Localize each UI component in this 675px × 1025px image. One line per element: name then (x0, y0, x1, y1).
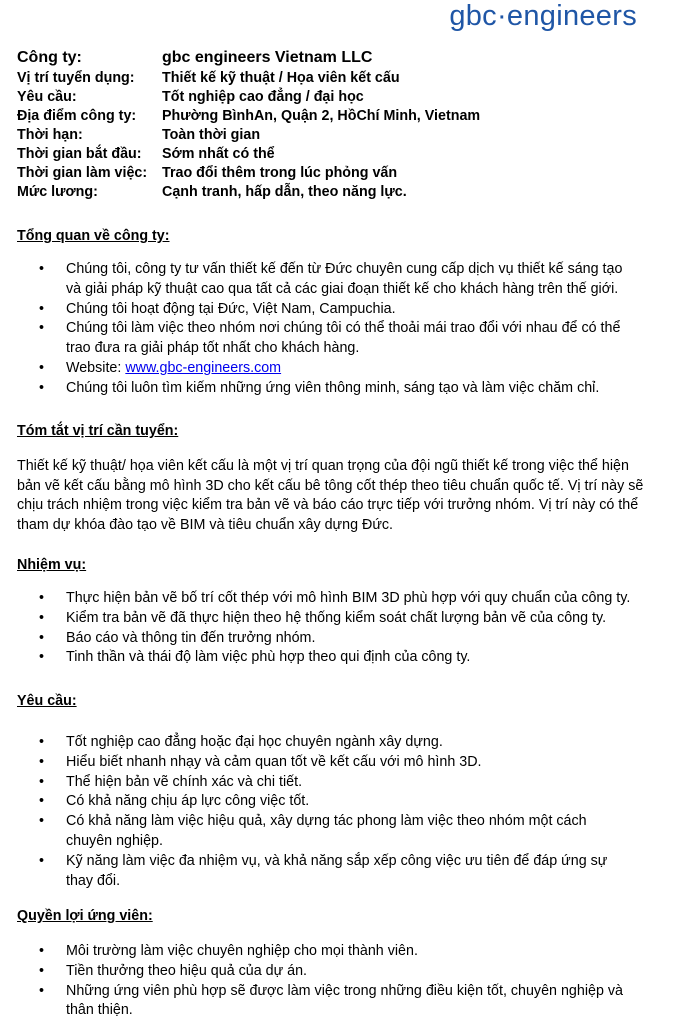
info-label: Vị trí tuyển dụng: (17, 70, 135, 86)
list-item: • Tiền thưởng theo hiệu quả của dự án. (0, 962, 655, 982)
list-item: • Chúng tôi, công ty tư vấn thiết kế đến từ Đức chuyên cung cấp dịch vụ thiết kế sáng tạo và giải pháp kỹ thuật cao qua tất cả các giai đoạn thiết kế cho khách hàng trên thế giới. (0, 260, 655, 300)
website-label: Website: (66, 359, 126, 376)
info-row-position (17, 69, 657, 88)
info-row-requirement (17, 88, 657, 107)
list-item: • Tinh thần và thái độ làm việc phù hợp theo qui định của công ty. (0, 648, 655, 668)
job-info-table (17, 47, 657, 202)
list-item: • Tốt nghiệp cao đẳng hoặc đại học chuyên ngành xây dựng. (0, 733, 655, 753)
list-item-website (0, 359, 655, 379)
info-label: Công ty: (17, 49, 82, 66)
list-item: • Kiểm tra bản vẽ đã thực hiện theo hệ thống kiểm soát chất lượng bản vẽ của công ty. (0, 609, 655, 629)
duties-list (0, 589, 655, 668)
list-item: • Chúng tôi làm việc theo nhóm nơi chúng tôi có thể thoải mái trao đổi với nhau để có thể trao đưa ra giải pháp tốt nhất cho khách hàng. (0, 319, 655, 359)
info-row-salary (17, 183, 657, 202)
list-item: • Thể hiện bản vẽ chính xác và chi tiết. (0, 773, 655, 793)
list-item: • Có khả năng chịu áp lực công việc tốt. (0, 792, 655, 812)
info-value: Toàn thời gian (162, 127, 261, 143)
benefits-list (0, 942, 655, 1021)
section-heading-benefits: Quyền lợi ứng viên: (17, 908, 153, 924)
info-label: Mức lương: (17, 184, 98, 200)
info-value: Tốt nghiệp cao đẳng / đại học (162, 89, 364, 105)
info-value: gbc engineers Vietnam LLC (162, 49, 373, 66)
info-value: Phường BìnhAn, Quận 2, HồChí Minh, Vietnam (162, 108, 481, 124)
list-item: • Có khả năng làm việc hiệu quả, xây dựng tác phong làm việc theo nhóm một cách chuyên nghiệp. (0, 812, 655, 852)
website-link[interactable]: www.gbc-engineers.com (125, 359, 282, 376)
info-label: Thời gian bắt đầu: (17, 146, 142, 162)
section-heading-overview: Tổng quan về công ty: (17, 228, 170, 244)
company-logo: gbc·engineers (449, 0, 637, 32)
info-label: Địa điểm công ty: (17, 108, 137, 124)
list-item: • Hiểu biết nhanh nhạy và cảm quan tốt về kết cấu với mô hình 3D. (0, 753, 655, 773)
overview-list (0, 260, 655, 399)
list-item: • Báo cáo và thông tin đến trưởng nhóm. (0, 629, 655, 649)
info-row-start (17, 145, 657, 164)
list-item: • Những ứng viên phù hợp sẽ được làm việc trong những điều kiện tốt, chuyên nghiệp và thân thiện. (0, 982, 655, 1022)
requirements-list (0, 733, 655, 891)
section-heading-requirements: Yêu cầu: (17, 693, 77, 709)
summary-paragraph: Thiết kế kỹ thuật/ họa viên kết cấu là một vị trí quan trọng của đội ngũ thiết kế trong việc thể hiện bản vẽ kết cấu bằng mô hình 3D cho kết cấu bê tông cốt thép theo tiêu chuẩn quốc tế. Vị trí này sẽ chịu trách nhiệm trong việc kiểm tra bản vẽ và báo cáo trực tiếp với trưởng nhóm. Vị trí này có thể tham dự khóa đào tạo về BIM và tiêu chuẩn xây dựng Đức. (17, 458, 644, 533)
info-row-hours (17, 164, 657, 183)
info-row-term (17, 126, 657, 145)
info-label: Yêu cầu: (17, 89, 77, 105)
info-value: Sớm nhất có thể (162, 146, 275, 162)
list-item: • Kỹ năng làm việc đa nhiệm vụ, và khả năng sắp xếp công việc ưu tiên để đáp ứng sự thay đổi. (0, 852, 655, 892)
list-item: • Thực hiện bản vẽ bố trí cốt thép với mô hình BIM 3D phù hợp với quy chuẩn của công ty. (0, 589, 655, 609)
info-label: Thời hạn: (17, 127, 83, 143)
info-row-company (17, 47, 657, 69)
info-value: Cạnh tranh, hấp dẫn, theo năng lực. (162, 184, 407, 200)
list-item: • Chúng tôi luôn tìm kiếm những ứng viên thông minh, sáng tạo và làm việc chăm chỉ. (0, 379, 655, 399)
info-row-location (17, 107, 657, 126)
info-value: Thiết kế kỹ thuật / Họa viên kết cấu (162, 70, 400, 86)
info-label: Thời gian làm việc: (17, 165, 148, 181)
section-heading-summary: Tóm tắt vị trí cần tuyển: (17, 423, 179, 439)
section-heading-duties: Nhiệm vụ: (17, 557, 87, 573)
info-value: Trao đổi thêm trong lúc phỏng vấn (162, 165, 398, 181)
list-item: • Chúng tôi hoạt động tại Đức, Việt Nam, Campuchia. (0, 300, 655, 320)
list-item: • Môi trường làm việc chuyên nghiệp cho mọi thành viên. (0, 942, 655, 962)
